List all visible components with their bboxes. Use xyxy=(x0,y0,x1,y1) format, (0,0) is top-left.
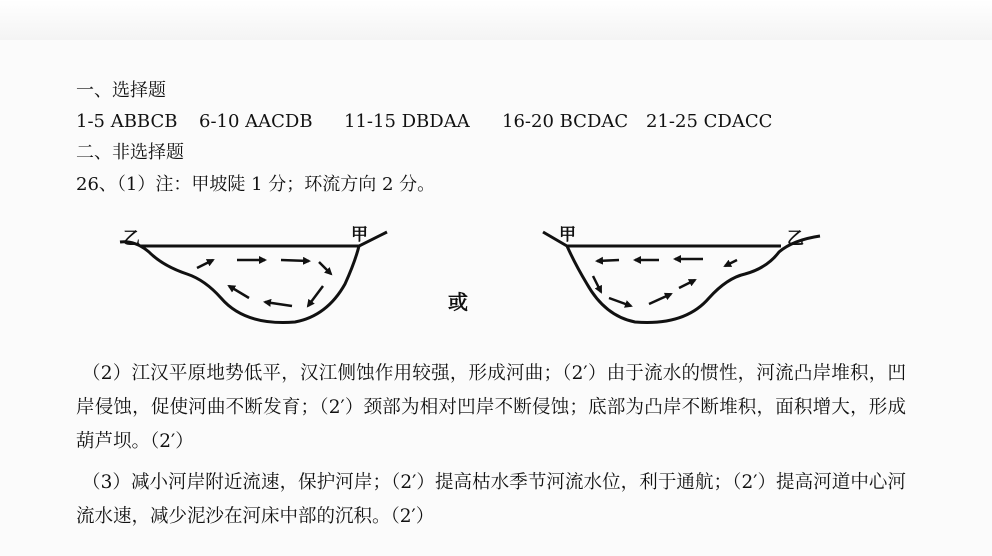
question-26-part1: 26、（1）注：甲坡陡 1 分；环流方向 2 分。 xyxy=(76,174,436,195)
answer-group: 6-10 AACDB xyxy=(199,111,313,132)
answer-group: 11-15 DBDAA xyxy=(344,111,470,132)
answer-group: 16-20 BCDAC xyxy=(502,111,629,132)
bank-label-yi: 乙 xyxy=(787,229,804,249)
scan-margin xyxy=(0,0,992,40)
question-26-part3: （3）减小河岸附近流速，保护河岸；（2′）提高枯水季节河流水位，利于通航；（2′）提高河道中心河流水速，减少泥沙在河床中部的沉积。（2′） xyxy=(76,472,906,527)
river-cross-section-left xyxy=(105,214,395,329)
answer-group: 1-5 ABBCB xyxy=(76,111,178,132)
bank-label-jia: 甲 xyxy=(351,225,368,245)
circulation-arrows xyxy=(593,259,737,306)
bank-label-yi: 乙 xyxy=(123,229,140,249)
section-heading-nonchoice: 二、非选择题 xyxy=(76,142,184,163)
answer-key-row xyxy=(76,111,772,133)
circulation-arrows xyxy=(197,260,331,306)
answer-group: 21-25 CDACC xyxy=(646,111,773,132)
question-26-part2: （2）江汉平原地势低平，汉江侧蚀作用较强，形成河曲；（2′）由于流水的惯性，河流凸岸堆积，凹岸侵蚀，促使河曲不断发育；（2′）颈部为相对凹岸不断侵蚀；底部为凸岸不断堆积，面积增大，形成葫芦坝。（2′） xyxy=(76,363,906,452)
river-cross-section-right xyxy=(535,214,825,329)
section-heading-choice: 一、选择题 xyxy=(76,80,166,101)
bank-label-jia: 甲 xyxy=(559,225,576,245)
or-label: 或 xyxy=(448,290,468,314)
